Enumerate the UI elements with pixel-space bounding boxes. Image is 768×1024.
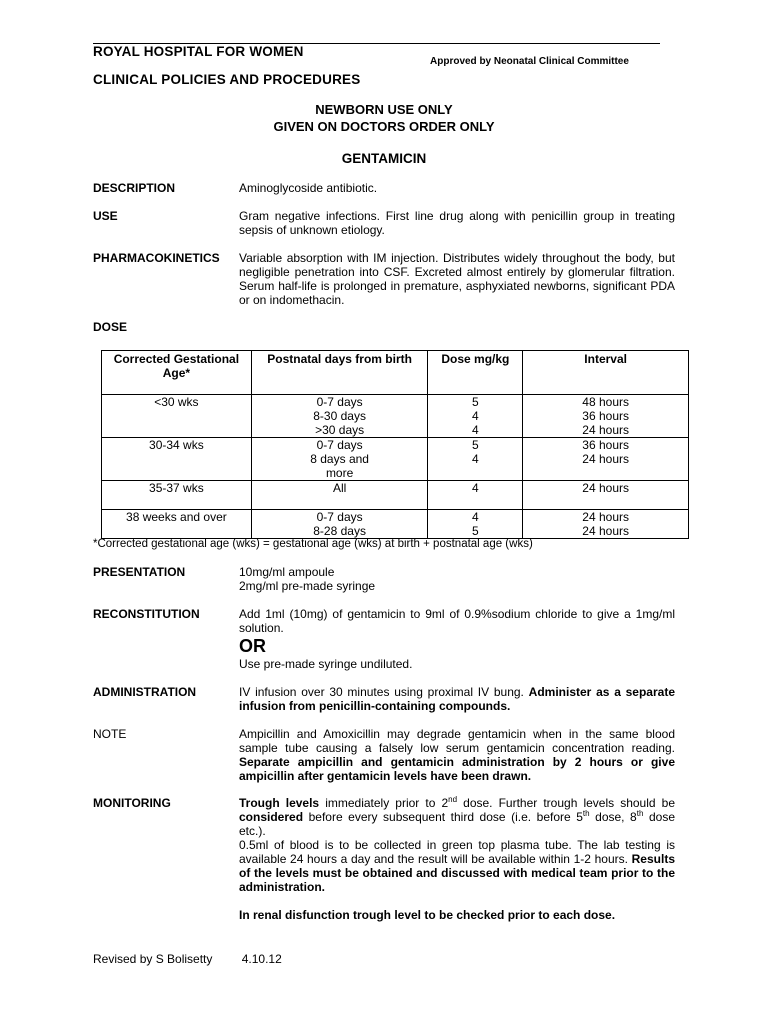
header-gestational-age: Corrected Gestational Age* xyxy=(102,351,252,395)
header-dose: Dose mg/kg xyxy=(428,351,523,395)
revised-by: Revised by S Bolisetty xyxy=(93,952,213,966)
dose-cell: 4 5 xyxy=(428,510,523,539)
note-label: NOTE xyxy=(93,727,127,741)
interval-cell: 24 hours xyxy=(523,481,689,510)
header-interval: Interval xyxy=(523,351,689,395)
interval-cell: 48 hours 36 hours 24 hours xyxy=(523,395,689,438)
days-cell: 0-7 days 8 days and more xyxy=(251,438,428,481)
age-cell: 30-34 wks xyxy=(102,438,252,481)
note-text: Ampicillin and Amoxicillin may degrade gentamicin when in the same blood sample tube causing a falsely low serum gentamicin concentration reading. Separate ampicillin and gentamicin administration by 2 hours or give ampicillin after gentamicin levels have been drawn. xyxy=(239,727,675,783)
interval-cell: 36 hours 24 hours xyxy=(523,438,689,481)
dose-cell: 5 4 xyxy=(428,438,523,481)
presentation-label: PRESENTATION xyxy=(93,565,186,579)
or-separator: OR xyxy=(239,636,266,656)
days-cell: All xyxy=(251,481,428,510)
table-row xyxy=(102,481,689,510)
table-row xyxy=(102,510,689,539)
pharmacokinetics-text: Variable absorption with IM injection. Distributes widely throughout the body, but negligible penetration into CSF. Excreted almost entirely by glomerular filtration. Serum half-life is prolonged in premature, asphyxiated newborns, significant PDA or on indomethacin. xyxy=(239,251,675,307)
dose-cell: 5 4 4 xyxy=(428,395,523,438)
revision-footer xyxy=(93,952,308,966)
header-postnatal-days: Postnatal days from birth xyxy=(251,351,428,395)
age-cell: 38 weeks and over xyxy=(102,510,252,539)
description-text: Aminoglycoside antibiotic. xyxy=(239,181,378,195)
drug-title: GENTAMICIN xyxy=(341,151,427,166)
notice-newborn: NEWBORN USE ONLY xyxy=(315,102,453,117)
presentation-text: 10mg/ml ampoule 2mg/ml pre-made syringe xyxy=(239,565,376,593)
dose-table-header xyxy=(102,351,689,395)
pharmacokinetics-label: PHARMACOKINETICS xyxy=(93,251,220,265)
table-row xyxy=(102,395,689,438)
reconstitution-label: RECONSTITUTION xyxy=(93,607,200,621)
use-label: USE xyxy=(93,209,118,223)
use-text: Gram negative infections. First line drug along with penicillin group in treating sepsis of unknown etiology. xyxy=(239,209,675,237)
administration-label: ADMINISTRATION xyxy=(93,685,197,699)
dose-table xyxy=(101,350,689,539)
monitoring-text: Trough levels immediately prior to 2nd dose. Further trough levels should be considered before every subsequent third dose (i.e. before 5th dose, 8th dose etc.). 0.5ml of blood is to be collected in green top plasma tube. The lab testing is available 24 hours a day and the result will be available within 1-2 hours. Results of the levels must be obtained and discussed with medical team prior to the administration. In renal disfunction trough level to be checked prior to each dose. xyxy=(239,795,676,922)
days-cell: 0-7 days 8-28 days xyxy=(251,510,428,539)
monitoring-label: MONITORING xyxy=(93,796,171,810)
approval-note: Approved by Neonatal Clinical Committee xyxy=(430,56,629,67)
description-label: DESCRIPTION xyxy=(93,181,176,195)
dose-label: DOSE xyxy=(93,320,128,334)
days-cell: 0-7 days 8-30 days >30 days xyxy=(251,395,428,438)
interval-cell: 24 hours 24 hours xyxy=(523,510,689,539)
administration-text: IV infusion over 30 minutes using proximal IV bung. Administer as a separate infusion from penicillin-containing compounds. xyxy=(239,685,675,713)
dose-cell: 4 xyxy=(428,481,523,510)
age-cell: <30 wks xyxy=(102,395,252,438)
document-section-title: CLINICAL POLICIES AND PROCEDURES xyxy=(93,72,361,87)
table-footnote: *Corrected gestational age (wks) = gestational age (wks) at birth + postnatal age (wks) xyxy=(93,538,533,550)
table-row xyxy=(102,438,689,481)
age-cell: 35-37 wks xyxy=(102,481,252,510)
reconstitution-text: Add 1ml (10mg) of gentamicin to 9ml of 0.9%sodium chloride to give a 1mg/ml solution. OR Use pre-made syringe undiluted. xyxy=(239,607,675,671)
notice-doctors-order: GIVEN ON DOCTORS ORDER ONLY xyxy=(273,119,495,134)
revision-date: 4.10.12 xyxy=(241,952,282,966)
organization-name: ROYAL HOSPITAL FOR WOMEN xyxy=(93,44,304,59)
